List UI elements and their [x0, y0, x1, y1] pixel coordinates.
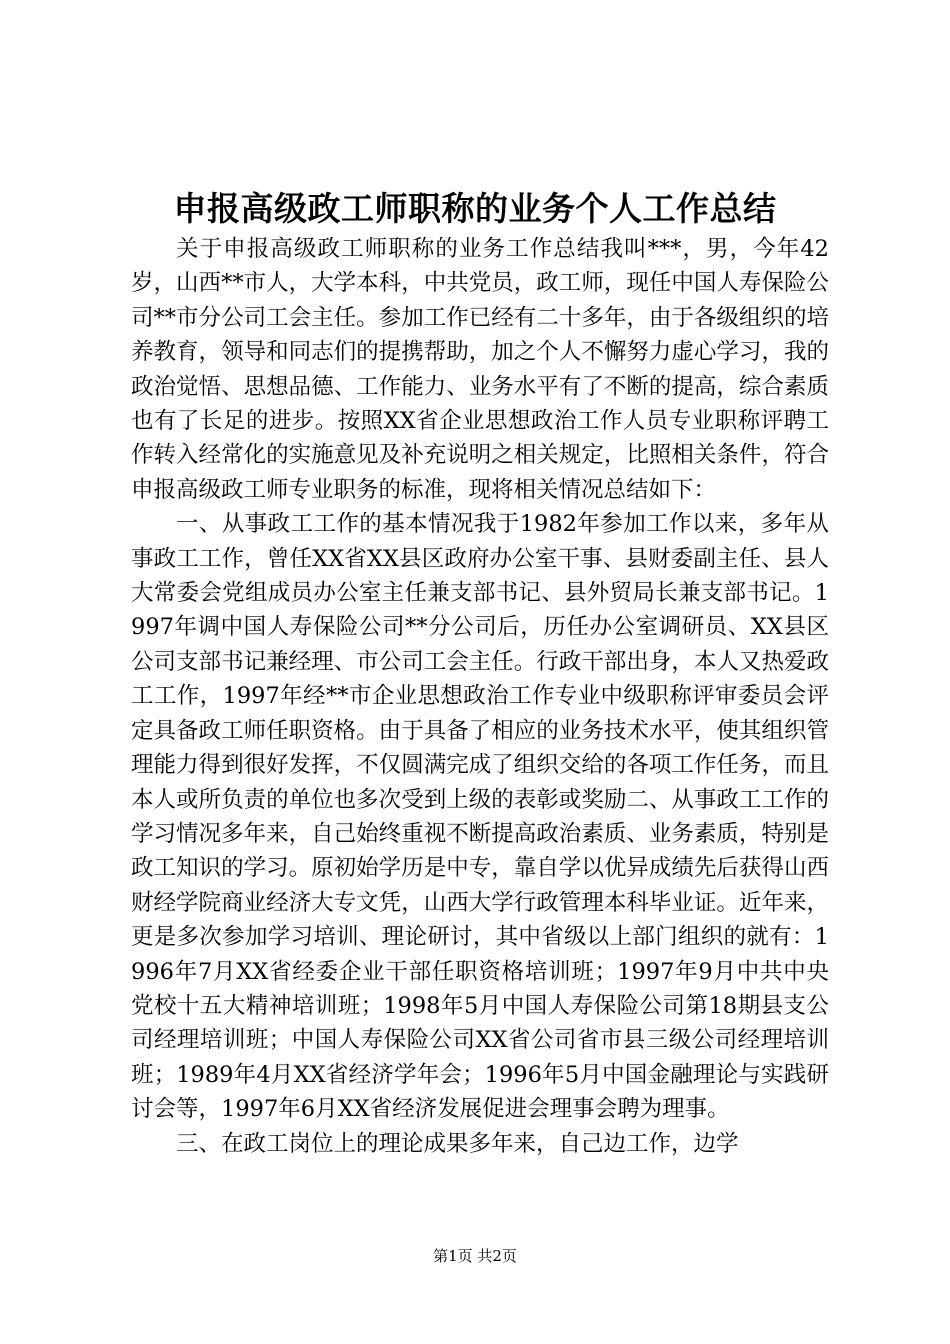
paragraph-section-3: 三、在政工岗位上的理论成果多年来，自己边工作，边学 — [176, 1130, 739, 1157]
paragraph-intro: 关于申报高级政工师职称的业务工作总结我叫***，男，今年42岁，山西**市人，大学本科，中共党员，政工师，现任中国人寿保险公司**市分公司工会主任。参加工作已经有二十多年，由于各级组织的培养教育，领导和同志们的提携帮助，加之个人不懈努力虚心学习，我的政治觉悟、思想品德、工作能力、业务水平有了不断的提高，综合素质也有了长足的进步。按照XX省企业思想政治工作人员专业职称评聘工作转入经常化的实施意见及补充说明之相关规定，比照相关条件，符合申报高级政工师专业职务的标准，现将相关情况总结如下： — [131, 236, 829, 503]
page-footer: 第1页 共2页 — [433, 1247, 517, 1265]
document-body — [131, 232, 829, 1161]
paragraph-section-1-2: 一、从事政工工作的基本情况我于1982年参加工作以来，多年从事政工工作，曾任XX省XX县区政府办公室干事、县财委副主任、县人大常委会党组成员办公室主任兼支部书记、县外贸局长兼支部书记。1997年调中国人寿保险公司**分公司后，历任办公室调研员、XX县区公司支部书记兼经理、市公司工会主任。行政干部出身，本人又热爱政工工作，1997年经**市企业思想政治工作专业中级职称评审委员会评定具备政工师任职资格。由于具备了相应的业务技术水平，使其组织管理能力得到很好发挥，不仅圆满完成了组织交给的各项工作任务，而且本人或所负责的单位也多次受到上级的表彰或奖励二、从事政工工作的学习情况多年来，自己始终重视不断提高政治素质、业务素质，特别是政工知识的学习。原初始学历是中专，靠自学以优异成绩先后获得山西财经学院商业经济大专文凭，山西大学行政管理本科毕业证。近年来，更是多次参加学习培训、理论研讨，其中省级以上部门组织的就有：1996年7月XX省经委企业干部任职资格培训班；1997年9月中共中央党校十五大精神培训班；1998年5月中国人寿保险公司第18期县支公司经理培训班；中国人寿保险公司XX省公司省市县三级公司经理培训班；1989年4月XX省经济学年会；1996年5月中国金融理论与实践研讨会等，1997年6月XX省经济发展促进会理事会聘为理事。 — [131, 511, 829, 1123]
document-title: 申报高级政工师职称的业务个人工作总结 — [173, 189, 777, 228]
